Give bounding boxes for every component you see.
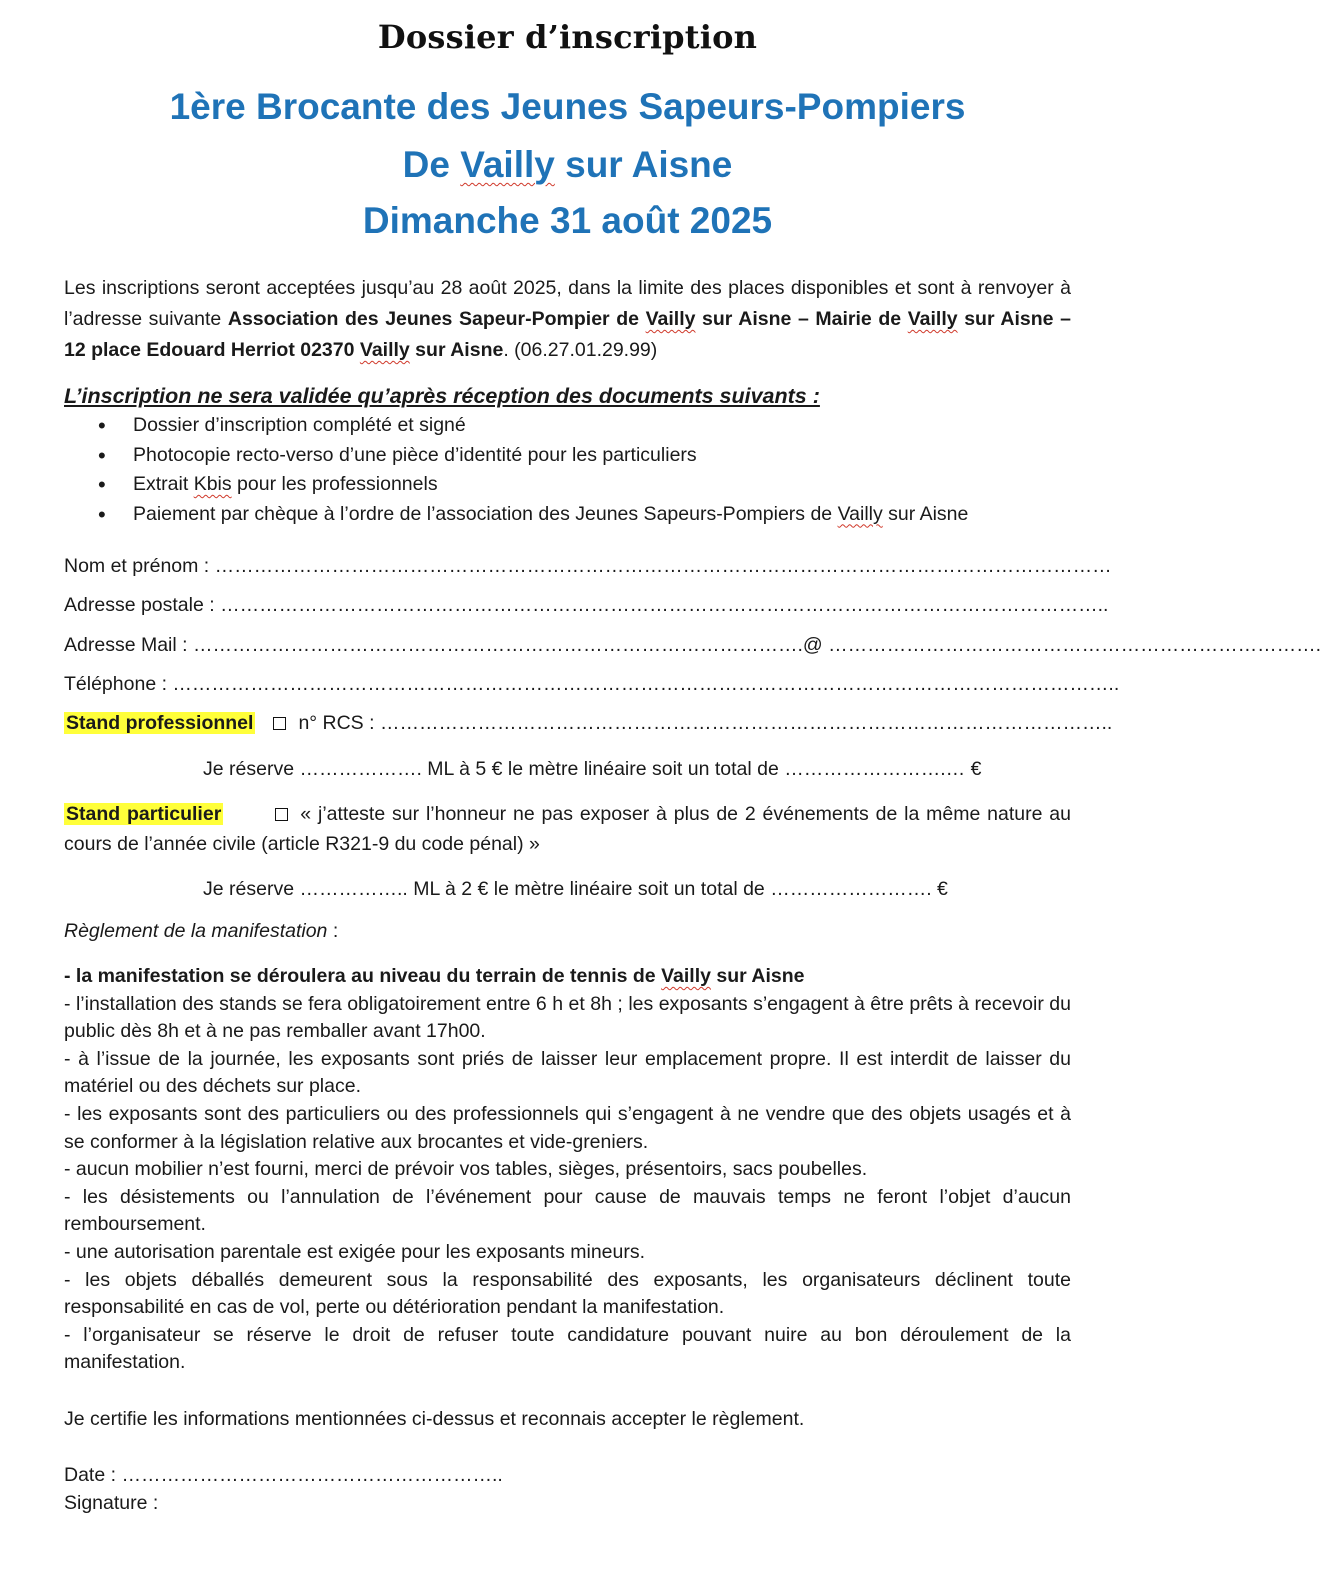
pro-reservation-row — [203, 755, 981, 783]
private-ml-input-line[interactable]: …………….. — [299, 878, 408, 900]
intro-address-town: Vailly — [359, 339, 410, 361]
private-total-input-line[interactable]: ……………………. — [770, 878, 932, 900]
intro-phone: . (06.27.01.29.99) — [503, 339, 658, 361]
rule-item — [64, 963, 1071, 991]
email-user-line[interactable]: …………………………………………………………………………………. — [192, 634, 803, 656]
address-field[interactable] — [64, 591, 1108, 619]
pro-stand-checkbox[interactable] — [273, 717, 286, 730]
event-date: Dimanche 31 août 2025 — [362, 200, 773, 241]
event-title-line-2 — [0, 144, 1135, 186]
email-at-sign: @ — [802, 634, 823, 656]
rule-text: sur Aisne — [710, 965, 805, 987]
list-item-town: Vailly — [837, 502, 883, 525]
document-title: Dossier d’inscription — [377, 18, 758, 56]
rule-item: - les objets déballés demeurent sous la responsabilité des exposants, les organisateurs déclinent toute responsabilité en cas de vol, perte ou détérioration pendant la manifestation. — [64, 1268, 1071, 1319]
private-stand-attestation: « j’atteste sur l’honneur ne pas exposer à plus de 2 événements de la même nature au cours de l’année civile (article R321-9 du code pénal) » — [64, 803, 1071, 855]
name-input-line[interactable]: ………………………………………………………………………………………………………………………… — [214, 555, 1112, 577]
event-title-line-1: 1ère Brocante des Jeunes Sapeurs-Pompiers — [169, 86, 966, 127]
event-title-de: De — [402, 144, 461, 185]
pro-total-input-line[interactable]: …………………….… — [784, 758, 966, 780]
email-label: Adresse Mail : — [64, 634, 193, 656]
intro-address-part: sur Aisne – Mairie de — [695, 308, 908, 330]
address-label: Adresse postale : — [64, 594, 221, 616]
signature-field[interactable]: Signature : — [64, 1492, 159, 1514]
event-title-rest: sur Aisne — [554, 144, 733, 185]
private-stand-row — [64, 799, 1071, 859]
reserve-label: Je réserve — [203, 878, 300, 900]
list-item-text: sur Aisne — [882, 502, 969, 525]
rcs-label: n° RCS : — [298, 712, 380, 734]
date-label: Date : — [64, 1464, 122, 1486]
date-field[interactable] — [64, 1464, 1071, 1487]
certification-statement: Je certifie les informations mentionnées ci-dessus et reconnais accepter le règlement. — [64, 1408, 805, 1430]
intro-address-part: sur Aisne — [409, 339, 504, 361]
rule-item: - les désistements ou l’annulation de l’événement pour cause de mauvais temps ne feront l’objet d’aucun remboursement. — [64, 1185, 1071, 1236]
private-price-text: ML à 2 € le mètre linéaire soit un total de — [407, 878, 771, 900]
documents-heading: L’inscription ne sera validée qu’après réception des documents suivants : — [64, 384, 820, 408]
private-stand-checkbox[interactable] — [275, 808, 288, 821]
rcs-input-line[interactable]: ………………………………………………………………………………………………….. — [379, 712, 1113, 734]
rule-item: - aucun mobilier n’est fourni, merci de prévoir vos tables, sièges, présentoirs, sacs poubelles. — [64, 1158, 868, 1181]
email-field[interactable] — [64, 631, 1321, 659]
phone-label: Téléphone : — [64, 673, 173, 695]
list-item-text: pour les professionnels — [231, 473, 438, 495]
name-field[interactable] — [64, 552, 1112, 580]
documents-list — [96, 411, 968, 529]
date-input-line[interactable]: ………………………………………………….. — [121, 1464, 503, 1486]
intro-address-town: Vailly — [645, 308, 696, 330]
event-title-town: Vailly — [460, 144, 555, 185]
list-item-kbis: Kbis — [193, 473, 232, 495]
pro-stand-row — [64, 709, 1112, 737]
rules-heading-colon: : — [327, 920, 339, 942]
list-item-text: Paiement par chèque à l’ordre de l’association des Jeunes Sapeurs-Pompiers de — [133, 502, 838, 525]
rules-list — [64, 963, 1071, 1377]
phone-input-line[interactable]: ……………………………………………………………………………………………………………………………….. — [172, 673, 1120, 695]
pro-stand-label: Stand professionnel — [66, 712, 254, 734]
rules-heading — [64, 920, 1071, 943]
pro-price-text: ML à 5 € le mètre linéaire soit un total de — [421, 758, 785, 780]
euro-sign: € — [931, 878, 948, 900]
list-item: • Photocopie recto-verso d’une pièce d’identité pour les particuliers — [96, 441, 968, 471]
rule-item: - à l’issue de la journée, les exposants sont priés de laisser leur emplacement propre. Il est interdit de laisser du matériel ou des déchets sur place. — [64, 1047, 1071, 1098]
list-item: • Dossier d’inscription complété et signé — [96, 411, 968, 441]
euro-sign: € — [965, 758, 982, 780]
address-input-line[interactable]: ……………………………………………………………………………………………………………………….. — [220, 594, 1109, 616]
rule-item: - les exposants sont des particuliers ou des professionnels qui s’engagent à ne vendre que des objets usagés et à se conformer à la législation relative aux brocantes et vide-greniers. — [64, 1102, 1071, 1153]
rule-item: - l’organisateur se réserve le droit de refuser toute candidature pouvant nuire au bon déroulement de la manifestation. — [64, 1323, 1071, 1374]
email-domain-line[interactable]: …………………………………………………………………. — [822, 634, 1321, 656]
reserve-label: Je réserve — [203, 758, 300, 780]
name-label: Nom et prénom : — [64, 555, 215, 577]
rule-text: - la manifestation se déroulera au niveau du terrain de tennis de — [64, 965, 662, 987]
phone-field[interactable] — [64, 670, 1119, 698]
private-reservation-row — [203, 875, 948, 903]
pro-ml-input-line[interactable]: ………………. — [299, 758, 422, 780]
intro-address-part: sur Aisne – 12 place Edouard Herriot 02370 — [64, 308, 1071, 361]
rule-item: - l’installation des stands se fera obligatoirement entre 6 h et 8h ; les exposants s’engagent à être prêts à recevoir du public dès 8h et à ne pas remballer avant 17h00. — [64, 992, 1071, 1043]
rule-item: - une autorisation parentale est exigée pour les exposants mineurs. — [64, 1240, 646, 1263]
intro-paragraph — [64, 273, 1071, 366]
intro-address-part: Association des Jeunes Sapeur-Pompier de — [227, 308, 646, 330]
intro-address-town: Vailly — [907, 308, 958, 330]
list-item — [96, 470, 968, 500]
private-stand-label: Stand particulier — [66, 803, 222, 825]
list-item — [96, 500, 968, 530]
rules-heading-text: Règlement de la manifestation — [64, 920, 328, 942]
list-item-text: Extrait — [133, 473, 194, 495]
rule-town: Vailly — [661, 965, 711, 987]
intro-text: Les inscriptions seront acceptées jusqu’au 28 août 2025, dans la limite des places disponibles et sont à renvoyer à l’adresse suivante — [64, 277, 1071, 330]
